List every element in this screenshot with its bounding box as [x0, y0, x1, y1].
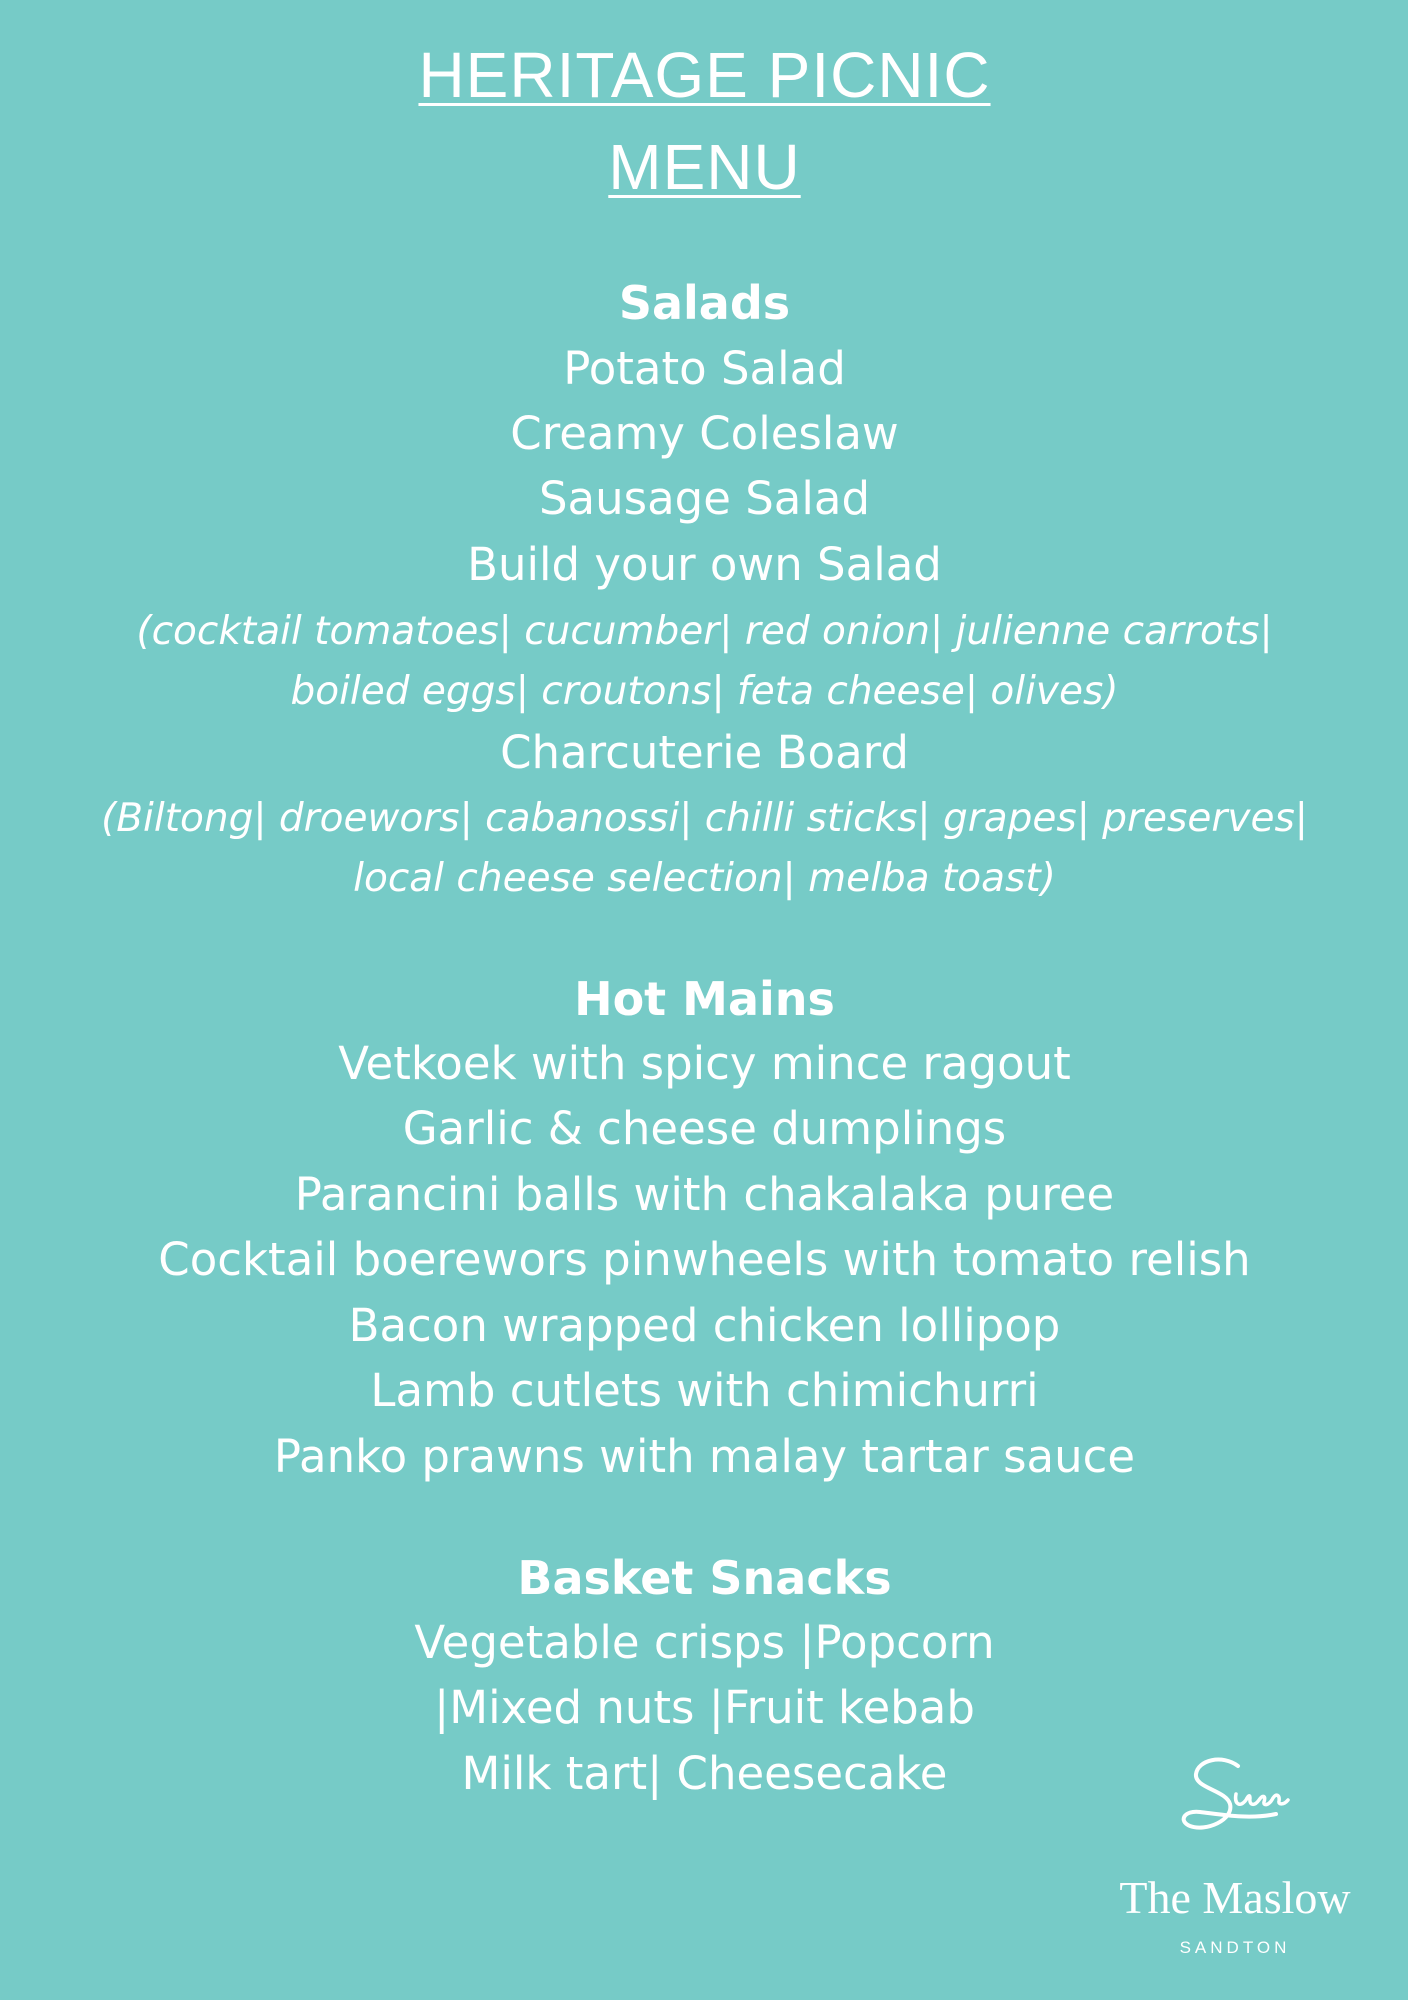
- brand-location: SANDTON: [1179, 1938, 1291, 1957]
- salads-heading: Salads: [618, 276, 791, 330]
- salad-ingredients-note: boiled eggs| croutons| feta cheese| olives): [290, 669, 1119, 714]
- hot-mains-item: Garlic & cheese dumplings: [402, 1102, 1007, 1155]
- hot-mains-item: Cocktail boerewors pinwheels with tomato relish: [158, 1233, 1251, 1286]
- hot-mains-item: Lamb cutlets with chimichurri: [370, 1364, 1039, 1417]
- salads-item: Sausage Salad: [538, 472, 871, 525]
- menu-title-line1: HERITAGE PICNIC: [418, 39, 991, 111]
- charcuterie-note: local cheese selection| melba toast): [353, 856, 1056, 901]
- hot-mains-item: Parancini balls with chakalaka puree: [294, 1168, 1115, 1221]
- salad-ingredients-note: (cocktail tomatoes| cucumber| red onion| julienne carrots|: [136, 609, 1273, 654]
- basket-snacks-line: Milk tart| Cheesecake: [461, 1747, 948, 1800]
- menu-title-line2: MENU: [608, 131, 801, 203]
- salads-item: Potato Salad: [563, 342, 846, 395]
- hot-mains-heading: Hot Mains: [574, 972, 835, 1026]
- brand-name: The Maslow: [1119, 1872, 1351, 1923]
- salads-item: Build your own Salad: [467, 538, 942, 591]
- basket-snacks-line: Vegetable crisps |Popcorn: [414, 1616, 995, 1669]
- the-maslow-logo: [1080, 1750, 1390, 1970]
- sun-script-logo-icon: [1160, 1750, 1310, 1860]
- hot-mains-item: Vetkoek with spicy mince ragout: [338, 1037, 1071, 1090]
- hot-mains-item: Panko prawns with malay tartar sauce: [273, 1430, 1136, 1483]
- salads-item: Creamy Coleslaw: [510, 407, 899, 460]
- hot-mains-item: Bacon wrapped chicken lollipop: [348, 1299, 1061, 1352]
- basket-snacks-line: |Mixed nuts |Fruit kebab: [434, 1681, 975, 1734]
- charcuterie-note: (Biltong| droewors| cabanossi| chilli sticks| grapes| preserves|: [101, 796, 1308, 841]
- basket-snacks-heading: Basket Snacks: [517, 1551, 892, 1605]
- charcuterie-item: Charcuterie Board: [500, 726, 909, 779]
